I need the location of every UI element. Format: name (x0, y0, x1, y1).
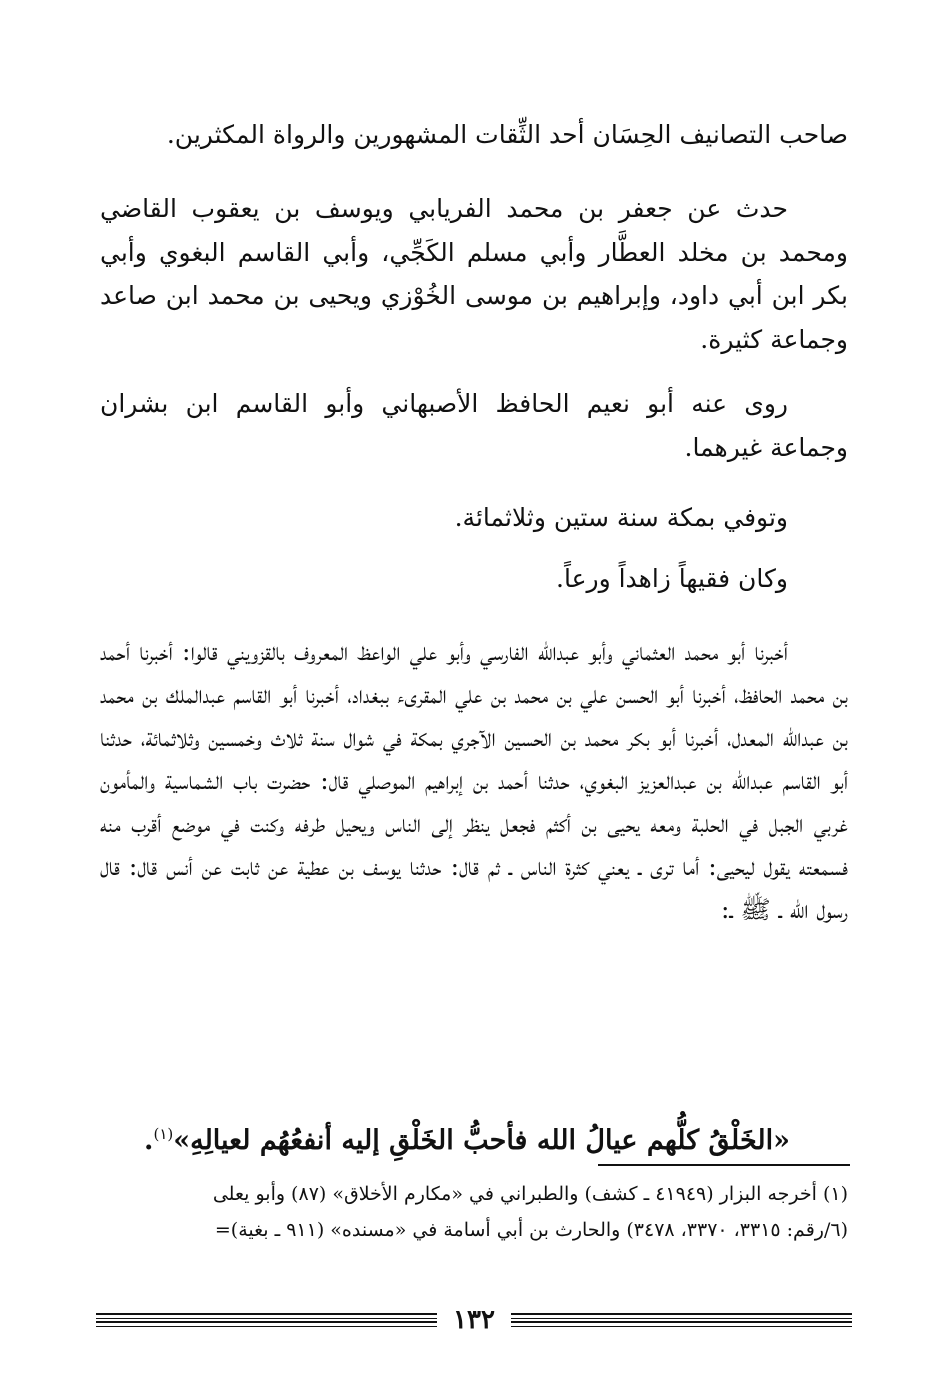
hadith-quote: «الخَلْقُ كلُّهم عيالُ الله فأحبُّ الخَلْقِ إليه أنفعُهُم لعيالِهِ» (173, 1125, 790, 1156)
footnote-ref-1: (١) (153, 1125, 174, 1143)
hadith-text (100, 1112, 790, 1163)
footnote-separator (598, 1164, 850, 1166)
hadith-end-mark: . (144, 1125, 154, 1156)
footer-rule-left (96, 1313, 437, 1327)
paragraph-students: روى عنه أبو نعيم الحافظ الأصبهاني وأبو القاسم ابن بشران وجماعة غيرهما. (100, 389, 848, 462)
paragraph-isnad: أخبرنا أبو محمد العثماني وأبو عبدالله الفارسي وأبو علي الواعظ المعروف بالقزويني قالوا: أخبرنا أحمد بن محمد الحافظ، أخبرنا أبو الحسن علي بن محمد بن علي المقرىء ببغداد، أخبرنا أبو القاسم عبدالملك بن محمد بن عبدالله المعدل، أخبرنا أبو بكر محمد بن الحسين الآجري بمكة في شوال سنة ثلاث وخمسين وثلاثمائة، حدثنا أبو القاسم عبدالله بن عبدالعزيز البغوي، حدثنا أحمد بن إبراهيم الموصلي قال: حضرت باب الشماسية والمأمون غربي الجبل في الحلبة ومعه يحيى بن أكثم فجعل ينظر إلى الناس ويحيل طرفه وكنت في موضع أقرب منه فسمعته يقول ليحيى: أما ترى ـ يعني كثرة الناس ـ ثم قال: حدثنا يوسف بن عطية عن ثابت عن أنس قال: قال رسول الله ـ ﷺ ـ: (100, 637, 848, 924)
footnote-line: (١) أخرجه البزار (٤١٩٤٩ ـ كشف) والطبراني في «مكارم الأخلاق» (٨٧) وأبو يعلى (212, 1183, 848, 1205)
footer-rule-right (511, 1313, 852, 1327)
footnotes (100, 1176, 848, 1248)
paragraph-character: وكان فقيهاً زاهداً ورعاً. (556, 564, 788, 593)
page-footer (96, 1300, 852, 1340)
paragraph-death: وتوفي بمكة سنة ستين وثلاثمائة. (454, 503, 788, 532)
paragraph-author-description: صاحب التصانيف الحِسَان أحد الثِّقات المشهورين والرواة المكثرين. (166, 120, 848, 149)
paragraph-teachers: حدث عن جعفر بن محمد الفريابي ويوسف بن يعقوب القاضي ومحمد بن مخلد العطَّار وأبي مسلم الكَجِّي، وأبي القاسم البغوي وأبي بكر ابن أبي داود، وإبراهيم بن موسى الخُوْزي ويحيى بن محمد ابن صاعد وجماعة كثيرة. (100, 194, 848, 354)
footnote-line: (٦/رقم: ٣٣١٥، ٣٣٧٠، ٣٤٧٨) والحارث بن أبي أسامة في «مسنده» (٩١١ ـ بغية)= (214, 1219, 848, 1241)
page-number: ١٣٢ (453, 1305, 495, 1335)
